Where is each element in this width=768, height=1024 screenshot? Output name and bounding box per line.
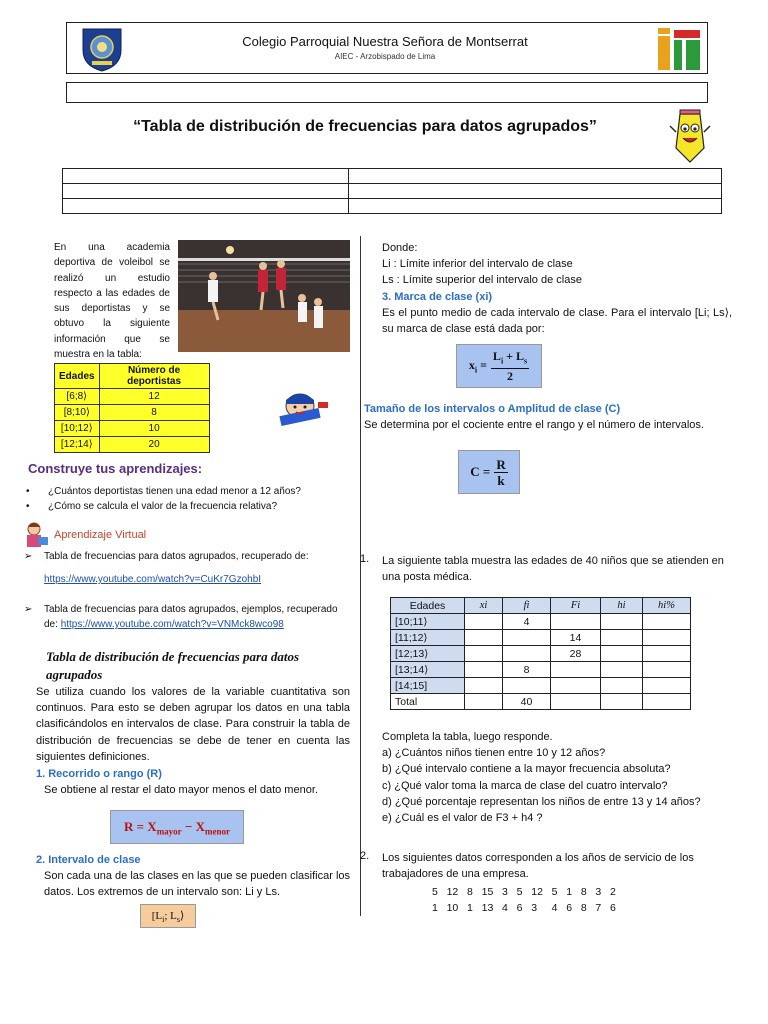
- table-row: [391, 662, 691, 678]
- table-cell[interactable]: [643, 678, 691, 694]
- table-cell[interactable]: [551, 694, 601, 710]
- table-cell[interactable]: [551, 678, 601, 694]
- table-cell[interactable]: [643, 614, 691, 630]
- table-cell[interactable]: [643, 694, 691, 710]
- formula-marca-clase: $x_i$ = $\frac{L_i + L_s}{2}$: [456, 344, 542, 388]
- data-row-2: 1 10 1 13 4 6 3 4 6 8 7 6: [432, 902, 616, 914]
- link-2[interactable]: https://www.youtube.com/watch?v=VNMck8wco98: [60, 619, 284, 630]
- resource-item-2: [24, 602, 354, 632]
- table-cell[interactable]: [503, 678, 551, 694]
- table-cell[interactable]: [465, 662, 503, 678]
- table-cell: [10;11⟩: [391, 614, 465, 630]
- exercise-1-text: La siguiente tabla muestra las edades de 40 niños que se atienden en una posta médica.: [382, 555, 724, 584]
- table-cell: [10;12⟩: [55, 421, 100, 437]
- table-row: [391, 614, 691, 630]
- table-row: [391, 646, 691, 662]
- table-cell[interactable]: [601, 646, 643, 662]
- exercise-2-text: Los siguientes datos corresponden a los años de servicio de los trabajadores de una empresa.: [382, 852, 694, 881]
- table-cell[interactable]: [465, 614, 503, 630]
- student-info-table: [62, 168, 722, 214]
- table-cell[interactable]: [601, 678, 643, 694]
- exercise-1-questions: [382, 729, 732, 826]
- info-cell[interactable]: [349, 199, 722, 214]
- table-cell[interactable]: [465, 630, 503, 646]
- donde-label: Donde:: [382, 242, 418, 254]
- interval-formula: [$L_i$; $L_s⟩$: [140, 904, 196, 928]
- virtual-learning-banner: [22, 521, 262, 549]
- resource-text-2: [44, 602, 354, 632]
- table-cell[interactable]: 14: [551, 630, 601, 646]
- table-row: [391, 694, 691, 710]
- question-d: d) ¿Qué porcentaje representan los niños de entre 13 y 14 años?: [382, 795, 701, 808]
- teacher-icon: [22, 521, 50, 549]
- col-header-fi: fi: [503, 598, 551, 614]
- table-row: [391, 678, 691, 694]
- table-cell: [13;14⟩: [391, 662, 465, 678]
- info-cell[interactable]: [63, 199, 349, 214]
- question-1: ¿Cuántos deportistas tienen una edad menor a 12 años?: [48, 486, 301, 497]
- resource-link-1[interactable]: [44, 574, 261, 585]
- ages-table: [54, 363, 210, 453]
- question-e: e) ¿Cuál es el valor de F3 + h4 ?: [382, 812, 543, 825]
- table-cell: [11;12⟩: [391, 630, 465, 646]
- table-cell[interactable]: [601, 614, 643, 630]
- table-cell[interactable]: [601, 694, 643, 710]
- school-name: Colegio Parroquial Nuestra Señora de Montserrat: [242, 34, 528, 49]
- info-cell[interactable]: [349, 169, 722, 184]
- table-row: [55, 389, 210, 405]
- heading-marca-clase: 3. Marca de clase (xi): [382, 290, 493, 303]
- formula-amplitud: C = $\frac{R}{k}$: [458, 450, 520, 494]
- brand-logo-icon: [656, 26, 702, 72]
- link-1[interactable]: https://www.youtube.com/watch?v=CuKr7GzohbI: [44, 574, 262, 585]
- arrow-right-icon: ➢: [24, 604, 33, 615]
- table-cell[interactable]: [643, 630, 691, 646]
- intervalo-section: [36, 852, 350, 901]
- col-header-hi: hi: [601, 598, 643, 614]
- paragraph-definition: Se utiliza cuando los valores de la variable cuantitativa son continuos. Para esto se deben agrupar los datos en una tabla clasificándolos en intervalos de clase. Para construir la tabla de distribución de frecuencias se debe de tener en cuenta las siguientes definiciones.: [36, 686, 350, 763]
- school-crest-icon: [80, 26, 124, 72]
- question-c: c) ¿Qué valor toma la marca de clase del cuatro intervalo?: [382, 779, 668, 792]
- table-cell: 12: [99, 389, 209, 405]
- question-a: a) ¿Cuántos niños tienen entre 10 y 12 años?: [382, 747, 606, 760]
- cartoon-boy-icon: [270, 388, 336, 428]
- volleyball-photo: [178, 240, 350, 352]
- heading-intervalo: 2. Intervalo de clase: [36, 854, 141, 866]
- table-cell[interactable]: [465, 646, 503, 662]
- table-cell[interactable]: [551, 614, 601, 630]
- col-header-xi: xi: [465, 598, 503, 614]
- info-cell[interactable]: [63, 169, 349, 184]
- ages-header-edades: Edades: [55, 364, 100, 389]
- table-cell[interactable]: [643, 646, 691, 662]
- instruction: Completa la tabla, luego responde.: [382, 731, 553, 743]
- li-definition: Li : Límite inferior del intervalo de clase: [382, 258, 573, 271]
- table-row: [55, 437, 210, 453]
- table-cell[interactable]: [465, 694, 503, 710]
- info-cell[interactable]: [349, 184, 722, 199]
- kids-ages-table: [390, 597, 691, 710]
- table-cell: [12;14⟩: [55, 437, 100, 453]
- table-cell[interactable]: [503, 630, 551, 646]
- ls-definition: Ls : Límite superior del intervalo de clase: [382, 274, 582, 287]
- table-cell: 8: [99, 405, 209, 421]
- paragraph-intervalo: Son cada una de las clases en las que se pueden clasificar los datos. Los extremos de un intervalo son: Li y Ls.: [44, 870, 350, 899]
- table-cell: 20: [99, 437, 209, 453]
- table-row: [55, 405, 210, 421]
- table-cell[interactable]: 8: [503, 662, 551, 678]
- pencil-mascot-icon: [664, 108, 716, 164]
- table-row: [55, 421, 210, 437]
- column-divider: [360, 236, 361, 916]
- virtual-label: Aprendizaje Virtual: [54, 529, 147, 541]
- section-heading: Tabla de distribución de frecuencias para datos agrupados: [46, 649, 300, 682]
- paragraph-marca-clase: Es el punto medio de cada intervalo de clase. Para el intervalo [Li; Ls⟩, su marca de clase está dada por:: [382, 306, 732, 336]
- table-cell: [14;15]: [391, 678, 465, 694]
- table-cell: Total: [391, 694, 465, 710]
- table-cell[interactable]: [601, 662, 643, 678]
- table-cell: [8;10⟩: [55, 405, 100, 421]
- construye-questions: [26, 484, 356, 514]
- table-cell[interactable]: [643, 662, 691, 678]
- bullet-icon: •: [26, 501, 30, 512]
- resource-item-1: [24, 549, 354, 564]
- definitions-block: [382, 240, 732, 337]
- paragraph-rango: Se obtiene al restar el dato mayor menos el dato menor.: [44, 784, 318, 797]
- question-b: b) ¿Qué intervalo contiene a la mayor frecuencia absoluta?: [382, 763, 671, 776]
- question-2: ¿Cómo se calcula el valor de la frecuencia relativa?: [48, 501, 277, 512]
- col-header-Fi: Fi: [551, 598, 601, 614]
- table-cell: [12;13⟩: [391, 646, 465, 662]
- page-title: “Tabla de distribución de frecuencias para datos agrupados”: [133, 118, 597, 135]
- paragraph-amplitud: Se determina por el cociente entre el rango y el número de intervalos.: [364, 419, 704, 432]
- resource-text-2a: Tabla de frecuencias para datos agrupados, ejemplos, recuperado de:: [44, 604, 338, 630]
- amplitud-block: [364, 401, 734, 433]
- table-cell[interactable]: [551, 662, 601, 678]
- school-subtitle: AIEC - Arzobispado de Lima: [334, 52, 436, 61]
- intro-text: En una academia deportiva de voleibol se realizó un estudio respecto a las edades de sus deportistas y se obtuvo la siguiente información que se muestra en la tabla:: [54, 242, 170, 361]
- student-name-box[interactable]: [66, 82, 708, 103]
- construye-heading: Construye tus aprendizajes:: [28, 461, 203, 476]
- table-cell: [6;8⟩: [55, 389, 100, 405]
- heading-amplitud: Tamaño de los intervalos o Amplitud de clase (C): [364, 403, 621, 415]
- arrow-right-icon: ➢: [24, 551, 33, 562]
- info-cell[interactable]: [63, 184, 349, 199]
- table-cell[interactable]: 4: [503, 614, 551, 630]
- exercise-2-number: 2.: [360, 850, 370, 862]
- table-row: [391, 630, 691, 646]
- ages-header-numero: Número de deportistas: [99, 364, 209, 389]
- table-cell[interactable]: [465, 678, 503, 694]
- table-cell: 10: [99, 421, 209, 437]
- section-body: [36, 684, 350, 798]
- formula-rango: $R = X_{mayor} - X_{menor}$: [110, 810, 244, 844]
- table-cell[interactable]: 28: [551, 646, 601, 662]
- resource-text-1: Tabla de frecuencias para datos agrupados, recuperado de:: [44, 551, 309, 562]
- col-header-hi-percent: hi%: [643, 598, 691, 614]
- data-row-1: 5 12 8 15 3 5 12 5 1 8 3 2: [432, 886, 616, 898]
- bullet-icon: •: [26, 486, 30, 497]
- col-header-edades: Edades: [391, 598, 465, 614]
- heading-rango: 1. Recorrido o rango (R): [36, 768, 162, 781]
- table-cell[interactable]: [503, 646, 551, 662]
- exercise-1-number: 1.: [360, 553, 370, 565]
- table-cell[interactable]: 40: [503, 694, 551, 710]
- table-cell[interactable]: [601, 630, 643, 646]
